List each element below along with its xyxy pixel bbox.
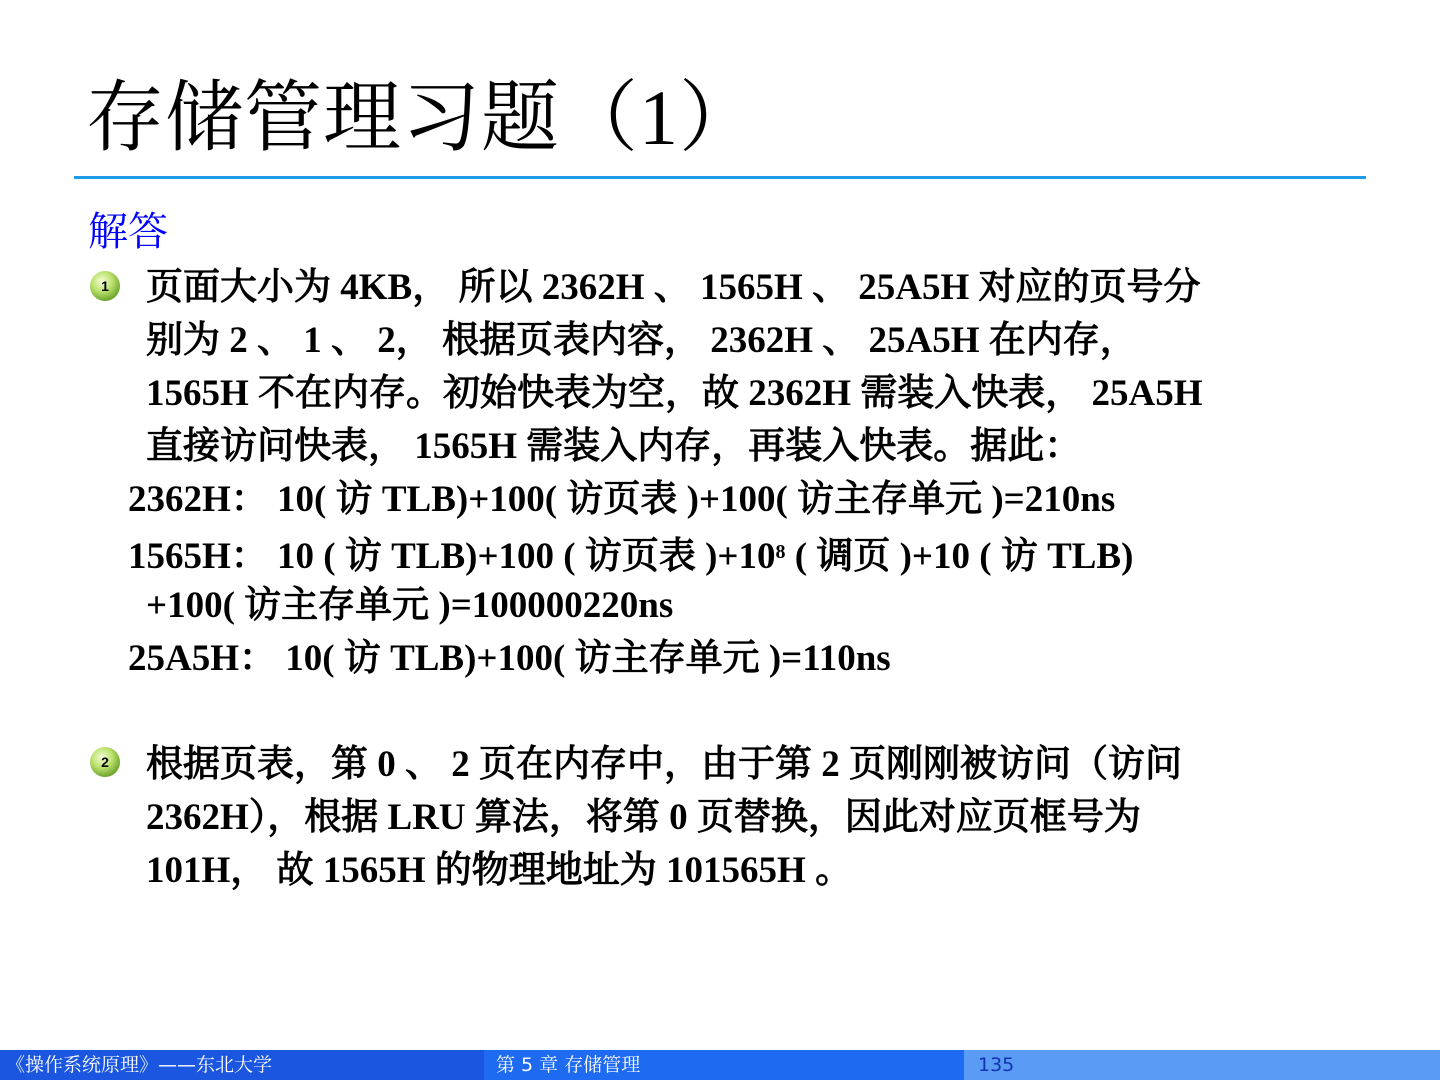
answer1-line-2: 别为 2 、 1 、 2， 根据页表内容， 2362H 、 25A5H 在内存， <box>146 320 1137 361</box>
bullet-2-icon: 2 <box>90 747 120 777</box>
answer1-line-4: 直接访问快表， 1565H 需装入内存，再装入快表。据此： <box>146 426 1082 467</box>
bullet-1-icon: 1 <box>90 271 120 301</box>
slide-footer <box>0 1050 1440 1080</box>
calc-line-1565h-cont: +100( 访主存单元 )=100000220ns <box>146 585 674 626</box>
calc-line-1565h-exponent: 8 <box>775 541 786 563</box>
footer-chapter: 第 5 章 存储管理 <box>484 1050 964 1080</box>
footer-page-number: 135 <box>964 1050 1440 1080</box>
slide-title: 存储管理习题（1） <box>86 74 759 161</box>
answer2-line-3: 101H， 故 1565H 的物理地址为 101565H 。 <box>146 850 853 891</box>
answer1-line-3: 1565H 不在内存。初始快表为空，故 2362H 需装入快表， 25A5H <box>146 373 1203 414</box>
section-label: 解答 <box>88 209 168 254</box>
calc-line-1565h <box>128 526 1133 583</box>
footer-course: 《操作系统原理》——东北大学 <box>6 1054 273 1076</box>
answer2-line-1: 根据页表，第 0 、 2 页在内存中，由于第 2 页刚刚被访问（访问 <box>146 744 1182 785</box>
calc-line-25a5h: 25A5H： 10( 访 TLB)+100( 访主存单元 )=110ns <box>128 638 891 679</box>
calc-line-2362h: 2362H： 10( 访 TLB)+100( 访页表 )+100( 访主存单元 )=210ns <box>128 479 1116 520</box>
answer1-line-1: 页面大小为 4KB， 所以 2362H 、 1565H 、 25A5H 对应的页号分 <box>146 267 1201 308</box>
answer2-line-2: 2362H），根据 LRU 算法，将第 0 页替换，因此对应页框号为 <box>146 797 1141 838</box>
title-divider <box>74 176 1366 179</box>
calc-line-1565h-part1: 1565H： 10 ( 访 TLB)+100 ( 访页表 )+10 <box>128 536 776 577</box>
calc-line-1565h-part2: ( 调页 )+10 ( 访 TLB) <box>785 536 1134 577</box>
